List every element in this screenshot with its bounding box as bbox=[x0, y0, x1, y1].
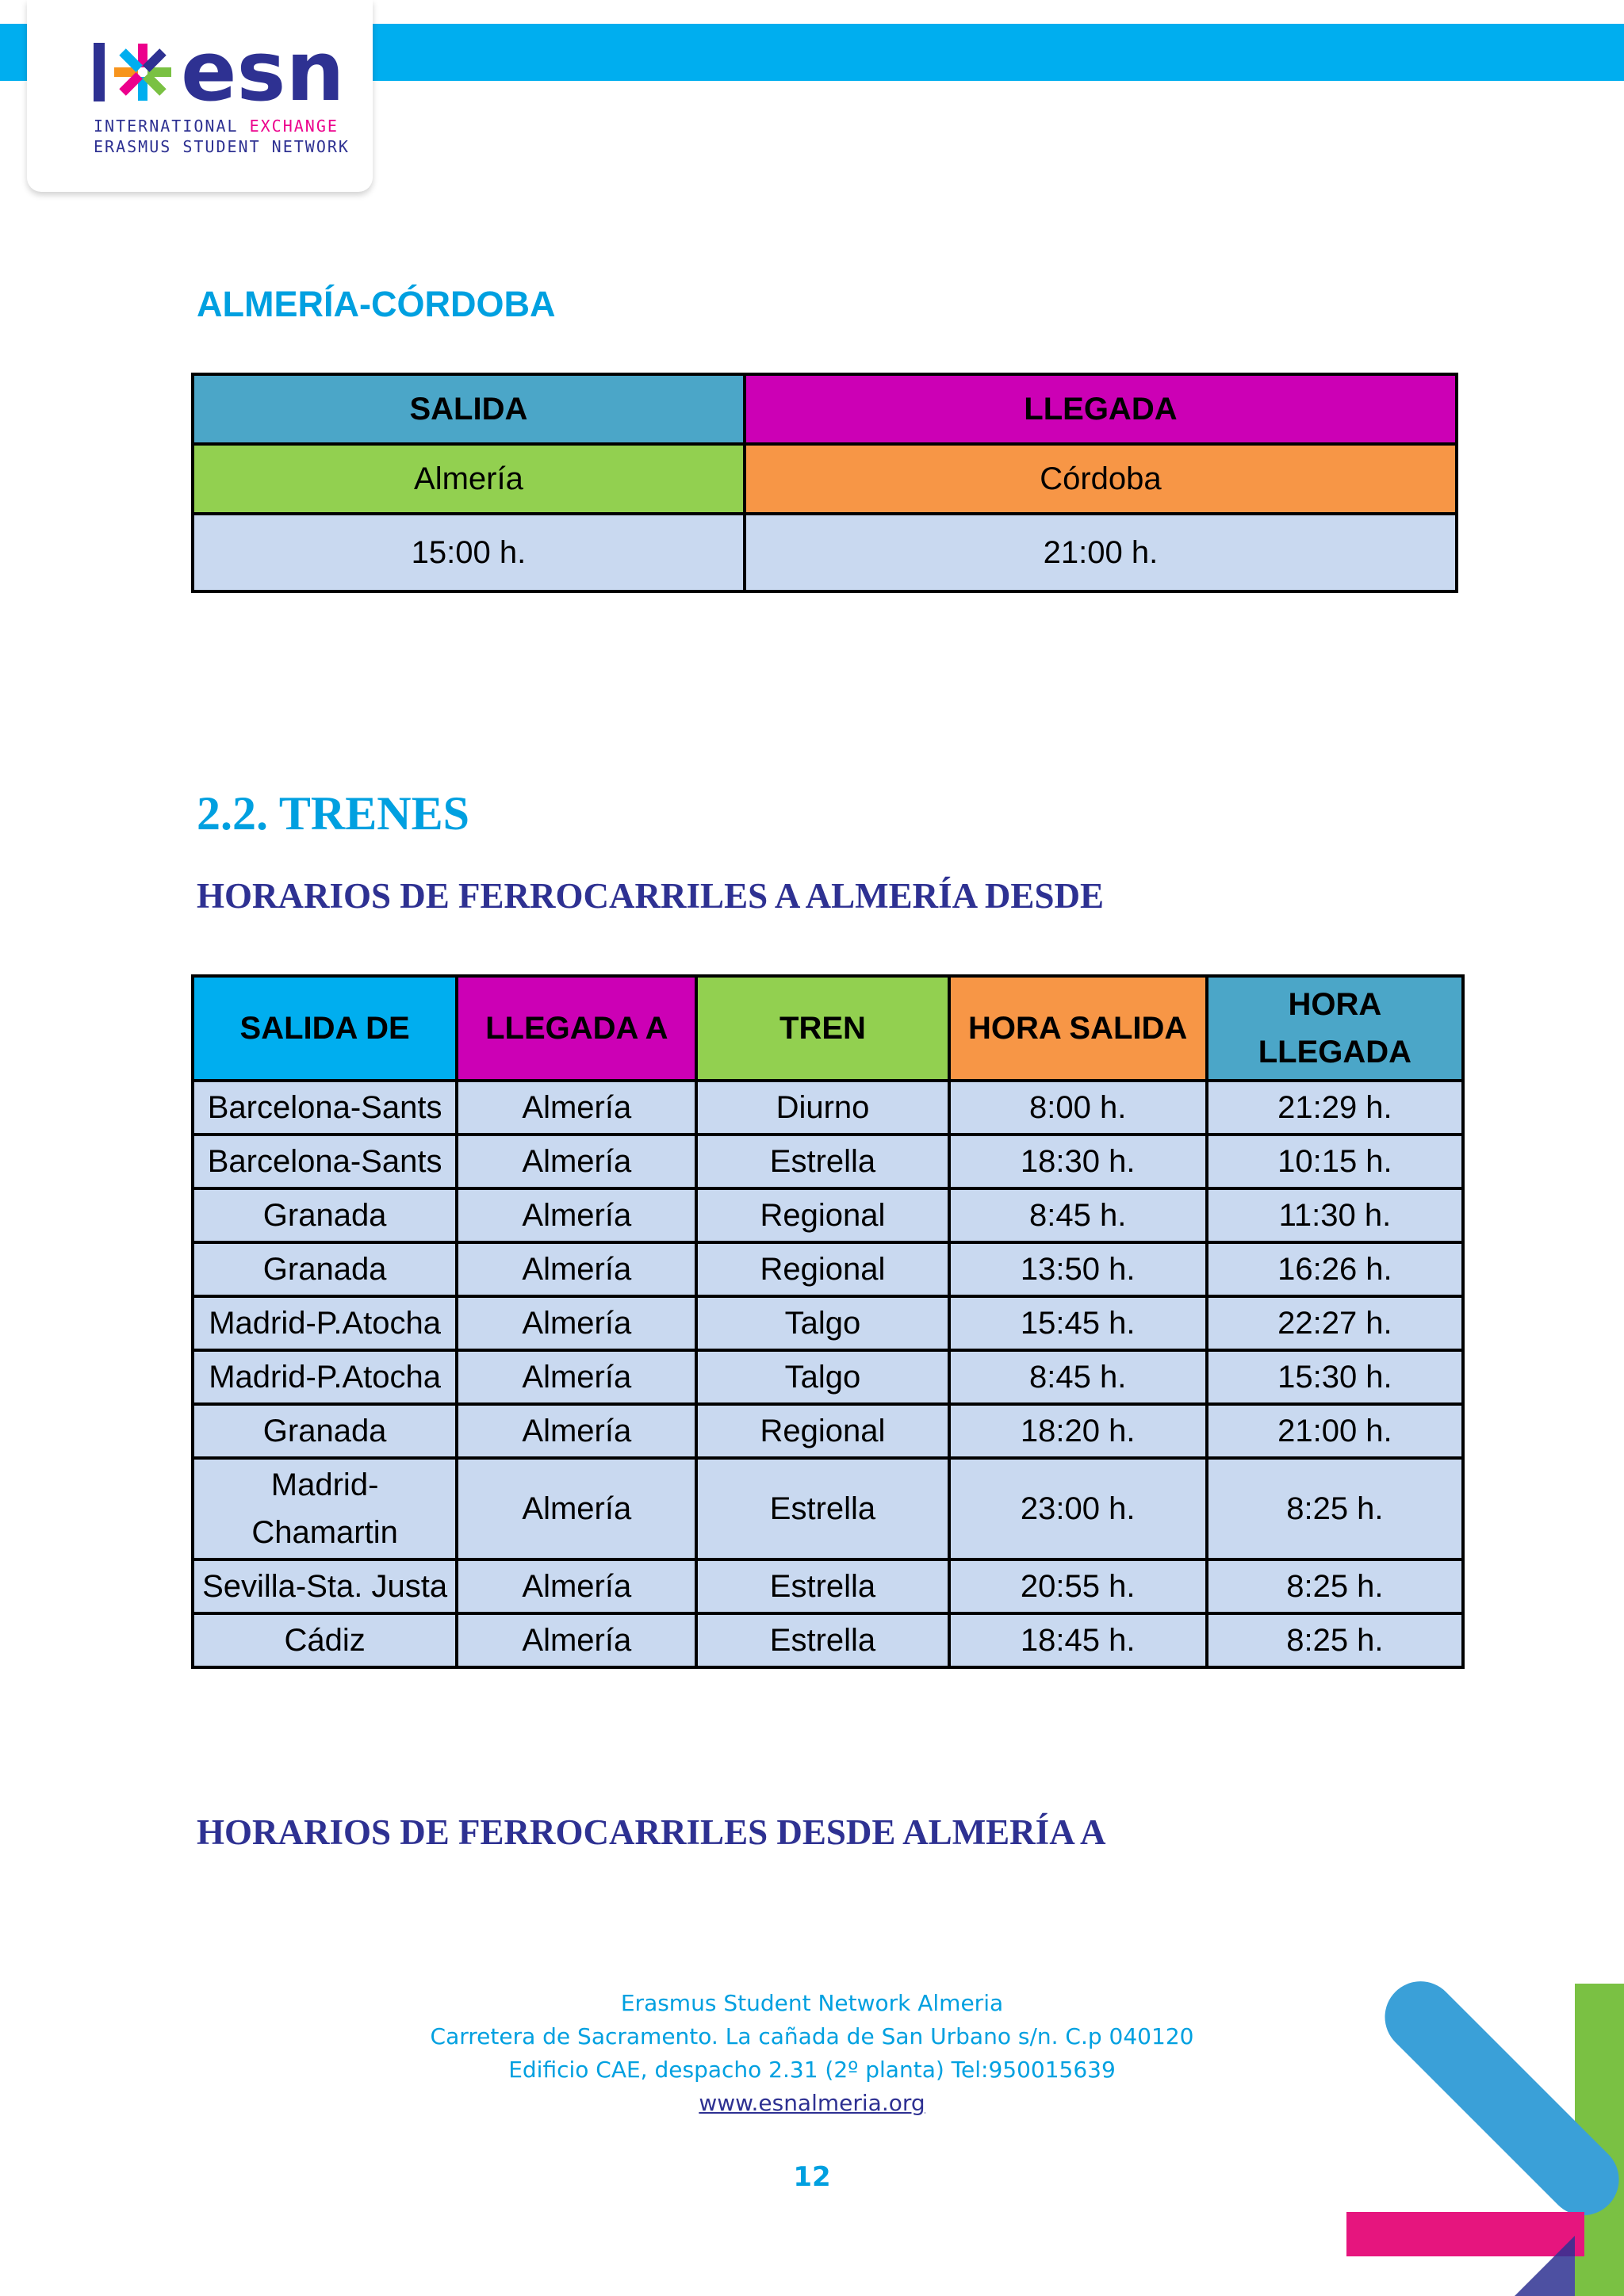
table-row bbox=[193, 1404, 1463, 1458]
footer-office: Edificio CAE, despacho 2.31 (2º planta) Tel:950015639 bbox=[508, 2057, 1116, 2083]
table-row bbox=[193, 444, 1457, 514]
cell-origin: Granada bbox=[193, 1188, 457, 1242]
cell-departure: 15:45 h. bbox=[949, 1296, 1207, 1350]
cell-origin: Barcelona-Sants bbox=[193, 1081, 457, 1135]
cell-departure: 20:55 h. bbox=[949, 1559, 1207, 1613]
table-row bbox=[193, 1350, 1463, 1404]
cell-train: Estrella bbox=[696, 1135, 948, 1188]
cell-arrival: 10:15 h. bbox=[1207, 1135, 1463, 1188]
cell-departure: 8:45 h. bbox=[949, 1188, 1207, 1242]
cell-destination: Almería bbox=[457, 1559, 696, 1613]
page-number: 12 bbox=[793, 2161, 831, 2193]
header-llegada-a: LLEGADA A bbox=[457, 976, 696, 1081]
cell-train: Talgo bbox=[696, 1296, 948, 1350]
arrival-time-cell: 21:00 h. bbox=[745, 514, 1457, 591]
cell-arrival: 22:27 h. bbox=[1207, 1296, 1463, 1350]
header-tren: TREN bbox=[696, 976, 948, 1081]
cell-origin: Madrid- Chamartin bbox=[193, 1458, 457, 1559]
table-row bbox=[193, 1188, 1463, 1242]
cell-departure: 13:50 h. bbox=[949, 1242, 1207, 1296]
cell-departure: 18:20 h. bbox=[949, 1404, 1207, 1458]
cell-train: Regional bbox=[696, 1242, 948, 1296]
train-schedule-table bbox=[191, 974, 1465, 1669]
header-hora-llegada: HORA LLEGADA bbox=[1207, 976, 1463, 1081]
table-row bbox=[193, 1081, 1463, 1135]
table-row bbox=[193, 1613, 1463, 1667]
esn-logo-mark bbox=[90, 38, 360, 106]
footer-website-link[interactable]: www.esnalmeria.org bbox=[699, 2090, 925, 2116]
cell-origin: Granada bbox=[193, 1404, 457, 1458]
table-row bbox=[193, 1458, 1463, 1559]
cell-arrival: 8:25 h. bbox=[1207, 1559, 1463, 1613]
cell-departure: 18:30 h. bbox=[949, 1135, 1207, 1188]
section-title: 2.2. TRENES bbox=[197, 787, 470, 840]
cell-arrival: 11:30 h. bbox=[1207, 1188, 1463, 1242]
table-row bbox=[193, 1296, 1463, 1350]
header-llegada: LLEGADA bbox=[745, 374, 1457, 444]
departure-time-cell: 15:00 h. bbox=[193, 514, 745, 591]
cell-arrival: 21:29 h. bbox=[1207, 1081, 1463, 1135]
cell-train: Regional bbox=[696, 1404, 948, 1458]
bus-schedule-table bbox=[191, 373, 1458, 593]
cell-destination: Almería bbox=[457, 1081, 696, 1135]
header-salida: SALIDA bbox=[193, 374, 745, 444]
cell-destination: Almería bbox=[457, 1404, 696, 1458]
logo-tagline-1: INTERNATIONAL EXCHANGE bbox=[94, 117, 339, 136]
subtitle-from-almeria: HORARIOS DE FERROCARRILES DESDE ALMERÍA A bbox=[197, 1812, 1106, 1852]
table-header-row bbox=[193, 374, 1457, 444]
cell-origin: Sevilla-Sta. Justa bbox=[193, 1559, 457, 1613]
cell-arrival: 8:25 h. bbox=[1207, 1458, 1463, 1559]
table-row bbox=[193, 514, 1457, 591]
table-row bbox=[193, 1242, 1463, 1296]
cell-origin: Barcelona-Sants bbox=[193, 1135, 457, 1188]
cell-departure: 8:00 h. bbox=[949, 1081, 1207, 1135]
cell-arrival: 16:26 h. bbox=[1207, 1242, 1463, 1296]
table-row bbox=[193, 1559, 1463, 1613]
cell-departure: 23:00 h. bbox=[949, 1458, 1207, 1559]
table-row bbox=[193, 1135, 1463, 1188]
cell-departure: 18:45 h. bbox=[949, 1613, 1207, 1667]
route-heading: ALMERÍA-CÓRDOBA bbox=[197, 284, 556, 324]
footer-org: Erasmus Student Network Almeria bbox=[620, 1990, 1004, 2016]
header-salida-de: SALIDA DE bbox=[193, 976, 457, 1081]
cell-arrival: 21:00 h. bbox=[1207, 1404, 1463, 1458]
header-hora-salida: HORA SALIDA bbox=[949, 976, 1207, 1081]
cell-destination: Almería bbox=[457, 1188, 696, 1242]
cell-train: Diurno bbox=[696, 1081, 948, 1135]
cell-train: Estrella bbox=[696, 1458, 948, 1559]
destination-cell: Córdoba bbox=[745, 444, 1457, 514]
cell-arrival: 8:25 h. bbox=[1207, 1613, 1463, 1667]
cell-train: Talgo bbox=[696, 1350, 948, 1404]
cell-origin: Madrid-P.Atocha bbox=[193, 1350, 457, 1404]
cell-destination: Almería bbox=[457, 1458, 696, 1559]
cell-departure: 8:45 h. bbox=[949, 1350, 1207, 1404]
subtitle-to-almeria: HORARIOS DE FERROCARRILES A ALMERÍA DESDE bbox=[197, 876, 1104, 916]
cell-train: Estrella bbox=[696, 1613, 948, 1667]
cell-origin: Cádiz bbox=[193, 1613, 457, 1667]
cell-train: Estrella bbox=[696, 1559, 948, 1613]
origin-cell: Almería bbox=[193, 444, 745, 514]
decorative-chevron-graphic bbox=[1340, 1974, 1624, 2296]
table-header-row bbox=[193, 976, 1463, 1081]
cell-arrival: 15:30 h. bbox=[1207, 1350, 1463, 1404]
cell-destination: Almería bbox=[457, 1242, 696, 1296]
cell-destination: Almería bbox=[457, 1296, 696, 1350]
logo-tagline-2: ERASMUS STUDENT NETWORK bbox=[94, 137, 350, 156]
cell-destination: Almería bbox=[457, 1613, 696, 1667]
svg-text:esn: esn bbox=[181, 38, 345, 106]
cell-train: Regional bbox=[696, 1188, 948, 1242]
esn-logo bbox=[27, 0, 373, 192]
cell-origin: Granada bbox=[193, 1242, 457, 1296]
footer-address: Carretera de Sacramento. La cañada de San Urbano s/n. C.p 040120 bbox=[430, 2023, 1194, 2049]
cell-destination: Almería bbox=[457, 1135, 696, 1188]
cell-destination: Almería bbox=[457, 1350, 696, 1404]
cell-origin: Madrid-P.Atocha bbox=[193, 1296, 457, 1350]
